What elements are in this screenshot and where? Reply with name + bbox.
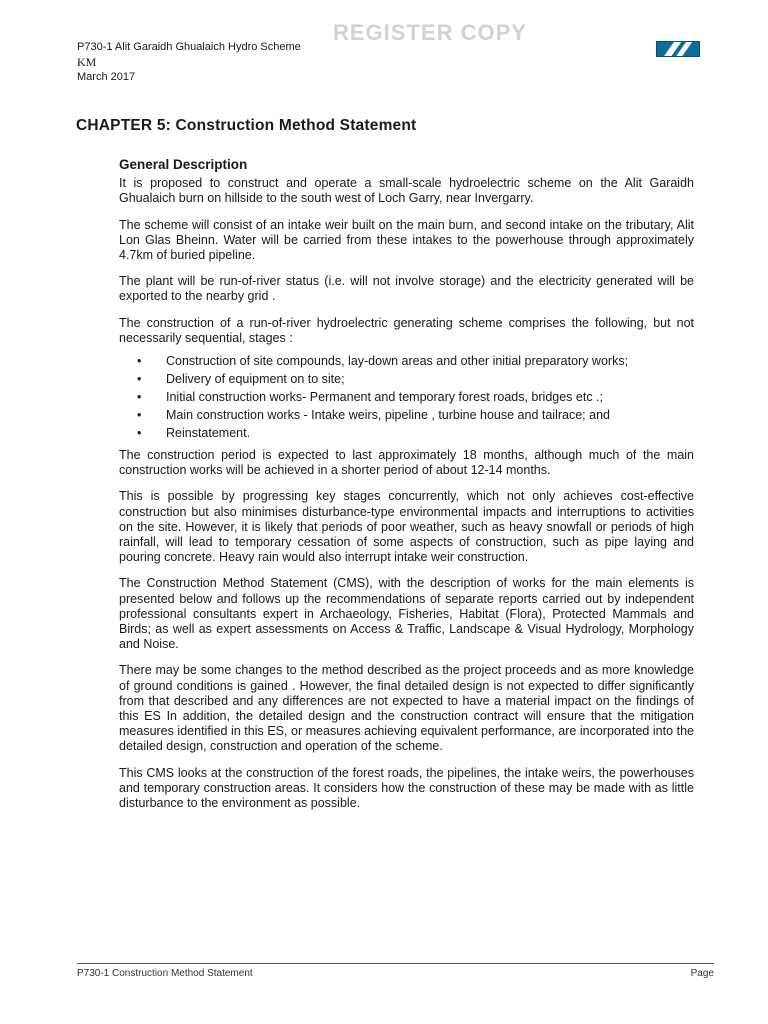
footer-document-title: P730-1 Construction Method Statement (77, 968, 253, 978)
paragraph: The construction of a run-of-river hydroelectric generating scheme comprises the following, but not necessarily sequential, stages : (119, 315, 694, 345)
chapter-title: CHAPTER 5: Construction Method Statement (76, 117, 417, 134)
bullet-icon: • (137, 390, 142, 405)
page-footer (77, 968, 714, 978)
document-body (119, 157, 694, 822)
list-item: • Reinstatement. (137, 426, 251, 441)
list-item: • Construction of site compounds, lay-down areas and other initial preparatory works; (137, 354, 629, 369)
paragraph: The Construction Method Statement (CMS), with the description of works for the main elements is presented below and follows up the recommendations of separate reports carried out by independent professional consultants expert in Archaeology, Fisheries, Habitat (Flora), Protected Mammals and Birds; as well as expert assessments on Access & Traffic, Landscape & Visual Hydrology, Morphology and Noise. (119, 576, 694, 652)
footer-page-label: Page (690, 968, 714, 978)
paragraph: This is possible by progressing key stages concurrently, which not only achieves cost-effective construction but also minimises disturbance-type environmental impacts and interruptions to activities on the site. However, it is likely that periods of poor weather, such as heavy snowfall or periods of high rainfall, will lead to temporary cessation of some aspects of construction, such as pipe laying and pouring concrete. Heavy rain would also interrupt intake weir construction. (119, 489, 694, 565)
paragraph: The plant will be run-of-river status (i.e. will not involve storage) and the electricity generated will be exported to the nearby grid . (119, 274, 694, 304)
bullet-icon: • (137, 426, 142, 441)
paragraph: It is proposed to construct and operate a small-scale hydroelectric scheme on the Alit Garaidh Ghualaich burn on hillside to the south west of Loch Garry, near Invergarry. (119, 176, 694, 206)
bullet-icon: • (137, 354, 142, 369)
paragraph: The construction period is expected to last approximately 18 months, although much of the main construction works will be achieved in a shorter period of about 12-14 months. (119, 448, 694, 478)
list-item: • Delivery of equipment on to site; (137, 372, 345, 387)
section-title: General Description (119, 157, 248, 172)
company-logo-icon (656, 41, 700, 57)
author-initials: KM (77, 55, 97, 69)
footer-divider (77, 963, 714, 964)
paragraph: There may be some changes to the method described as the project proceeds and as more knowledge of ground conditions is gained . However, the final detailed design is not expected to differ significantly from that described and any differences are not expected to have a material impact on the findings of this ES In addition, the detailed design and the construction contract will ensure that the mitigation measures identified in this ES, or measures achieving equivalent performance, are incorporated into the detailed design, construction and operation of the scheme. (119, 663, 694, 754)
register-copy-stamp: REGISTER COPY (333, 20, 527, 45)
paragraph: The scheme will consist of an intake weir built on the main burn, and second intake on the tributary, Alit Lon Glas Bheinn. Water will be carried from these intakes to the powerhouse through approximately 4.7km of buried pipeline. (119, 217, 694, 263)
list-item: • Initial construction works- Permanent and temporary forest roads, bridges etc .; (137, 390, 603, 405)
document-header (77, 40, 301, 85)
bullet-icon: • (137, 408, 142, 423)
bullet-icon: • (137, 372, 142, 387)
project-name: P730-1 Alit Garaidh Ghualaich Hydro Scheme (77, 41, 301, 53)
document-date: March 2017 (77, 71, 136, 83)
list-item: • Main construction works - Intake weirs, pipeline , turbine house and tailrace; and (137, 408, 610, 423)
stages-list (119, 352, 694, 442)
paragraph: This CMS looks at the construction of the forest roads, the pipelines, the intake weirs, the powerhouses and temporary construction areas. It considers how the construction of these may be made with as little disturbance to the environment as possible. (119, 765, 694, 811)
